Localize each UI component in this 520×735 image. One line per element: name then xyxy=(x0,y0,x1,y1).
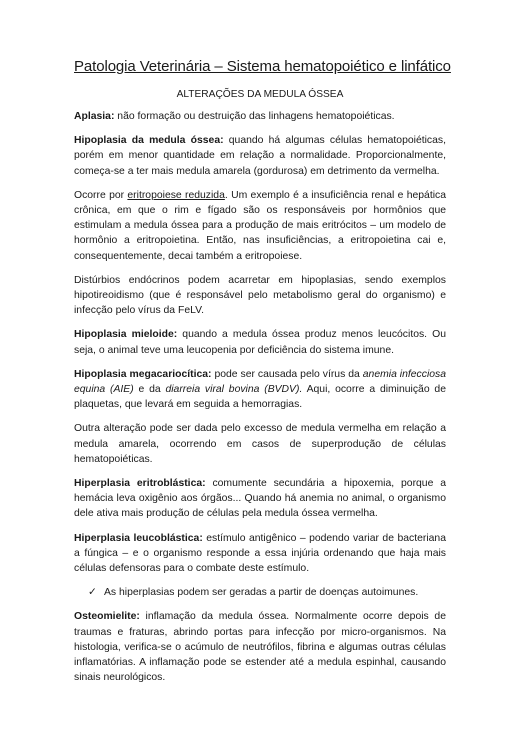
term-hipoplasia-mieloide: Hipoplasia mieloide: xyxy=(74,329,178,341)
definition-hiperplasia-leucoblastica: estímulo antigênico – podendo variar de bacteriana a fúngica – e o organismo responde a essa injúria ordenando que haja mais células defensoras para o combate deste estímulo. xyxy=(74,532,446,575)
definition-hiperplasia-eritroblastica: comumente secundária a hipoxemia, porque a hemácia leva oxigênio aos órgãos... Quando há anemia no animal, o organismo dele ativa mais produção de células pela medula óssea vermelha. xyxy=(74,478,446,520)
term-osteomielite: Osteomielite: xyxy=(74,611,140,623)
mega-italic-aie: anemia infecciosa equina (AIE) xyxy=(74,368,447,396)
mega-text-1: pode ser causada pelo vírus da xyxy=(211,368,363,380)
term-hiperplasia-leucoblastica: Hiperplasia leucoblástica: xyxy=(74,532,203,544)
definition-hipoplasia-medula: quando há algumas células hematopoiéticas, porém em menor quantidade em relação a normalidade. Proporcionalmente, começa-se a ter mais medula amarela (gordurosa) em detrimento da vermelha. xyxy=(74,135,446,177)
term-hipoplasia-medula: Hipoplasia da medula óssea: xyxy=(74,135,224,147)
checkmark-icon: ✓ xyxy=(88,587,97,599)
definition-aplasia: não formação ou destruição das linhagens hematopoiéticas. xyxy=(114,111,395,122)
definition-hipoplasia-mieloide: quando a medula óssea produz menos leucócitos. Ou seja, o animal teve uma leucopenia por deficiência do sistema imune. xyxy=(74,329,446,356)
mega-text-2: e da xyxy=(133,384,166,396)
document-title: Patologia Veterinária – Sistema hematopoiético e linfático xyxy=(74,58,451,75)
section-heading: ALTERAÇÕES DA MEDULA ÓSSEA xyxy=(176,89,344,100)
term-aplasia: Aplasia: xyxy=(74,111,115,122)
paragraph-osteomielite xyxy=(74,609,446,685)
term-hipoplasia-megacariocitica: Hipoplasia megacariocítica: xyxy=(74,368,212,380)
paragraph-hiperplasia-leucoblastica xyxy=(74,531,446,577)
checklist-item xyxy=(88,585,446,600)
checklist-text: As hiperplasias podem ser geradas a partir de doenças autoimunes. xyxy=(104,587,419,599)
paragraph-outra-alteracao: Outra alteração pode ser dada pelo excesso de medula vermelha em relação a medula amarela, ocorrendo em casos de superprodução de células hematopoiéticas. xyxy=(74,423,446,465)
document-page xyxy=(74,58,451,695)
paragraph-hipoplasia-medula xyxy=(74,133,446,179)
mega-italic-bvdv: diarreia viral bovina (BVDV). xyxy=(165,384,303,396)
paragraph-hiperplasia-eritroblastica xyxy=(74,476,446,522)
paragraph-hipoplasia-megacariocitica xyxy=(74,367,446,413)
mega-text-3: Aqui, ocorre a diminuição de plaquetas, que levará em seguida a hemorragias. xyxy=(74,384,446,411)
paragraph-eritropoiese xyxy=(74,188,446,264)
paragraph-aplasia xyxy=(74,109,446,124)
definition-osteomielite: inflamação da medula óssea. Normalmente ocorre depois de traumas e fraturas, abrindo portas para infecção por micro-organismos. Na histologia, verifica-se o acúmulo de neutrófilos, fibrina e algumas outras células inflamatórias. A inflamação pode se estender até a medula espinhal, causando sinais neurológicos. xyxy=(74,611,446,684)
paragraph-disturbios: Distúrbios endócrinos podem acarretar em hipoplasias, sendo exemplos hipotireoidismo (que é responsável pelo metabolismo geral do organismo) e infecção pelo vírus da FeLV. xyxy=(74,274,446,317)
term-hiperplasia-eritroblastica: Hiperplasia eritroblástica: xyxy=(74,478,206,490)
eritropoiese-post: . Um exemplo é a insuficiência renal e hepática crônica, em que o rim e fígado são os responsáveis por hormônios que estimulam a medula óssea para a produção de mais eritrócitos – um modelo de hormônio a eritropoietina. Então, nas insuficiências, a eritropoietina cai e, consequentemente, decai também a eritropoiese. xyxy=(74,189,447,262)
eritropoiese-underlined: eritropoiese reduzida xyxy=(127,189,225,201)
paragraph-hipoplasia-mieloide xyxy=(74,327,446,357)
eritropoiese-pre: Ocorre por xyxy=(74,189,128,201)
